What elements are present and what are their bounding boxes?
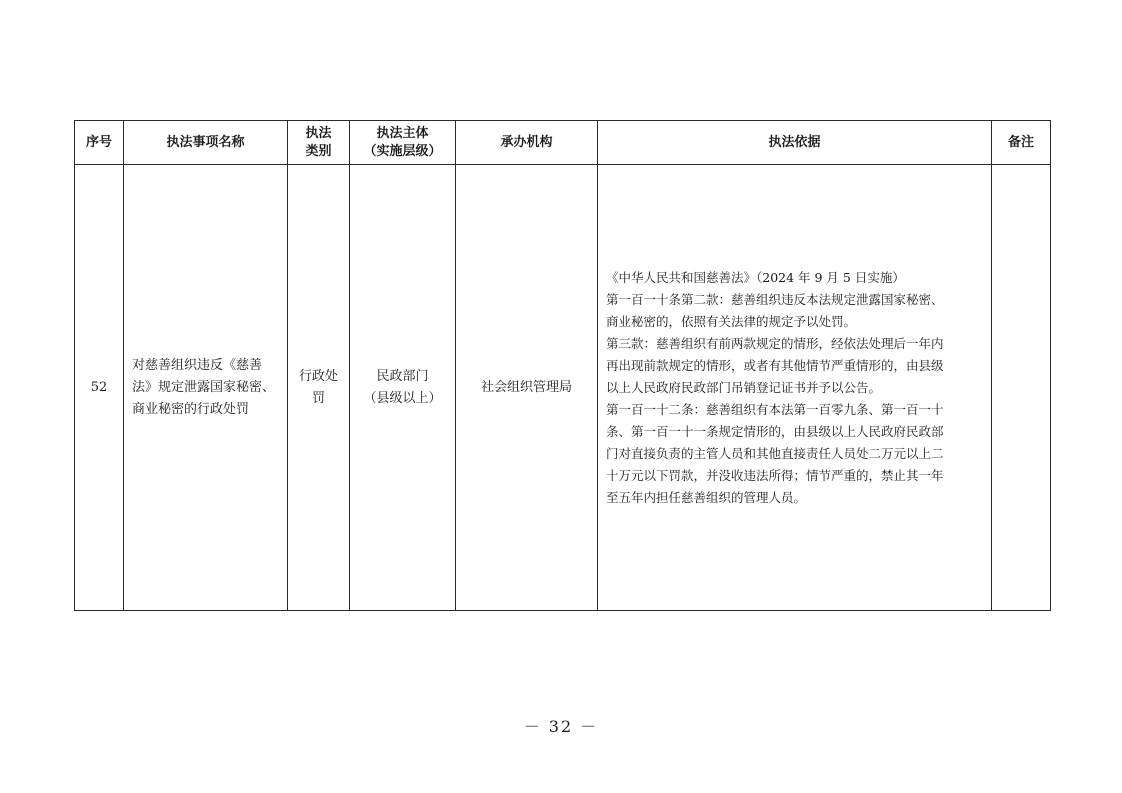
basis-line: 至五年内担任慈善组织的管理人员。 [606,489,807,505]
basis-line: 条、第一百一十一条规定情形的，由县级以上人民政府民政部 [606,423,944,439]
header-category-line2: 类别 [305,143,332,159]
header-seq: 序号 [75,121,124,165]
basis-line: 商业秘密的，依照有关法律的规定予以处罚。 [606,313,857,329]
cell-agency: 社会组织管理局 [456,165,598,611]
basis-line: 再出现前款规定的情形，或者有其他情节严重情形的，由县级 [606,357,944,373]
cell-seq: 52 [75,165,124,611]
header-agency: 承办机构 [456,121,598,165]
basis-line: 第一百一十二条：慈善组织有本法第一百零九条、第一百一十 [606,401,944,417]
basis-line: 十万元以下罚款，并没收违法所得；情节严重的，禁止其一年 [606,467,944,483]
cell-subject-line1: 民政部门 [376,368,429,384]
header-remarks: 备注 [992,121,1051,165]
basis-line: 以上人民政府民政部门吊销登记证书并予以公告。 [606,379,882,395]
cell-subject [350,165,456,611]
header-category [288,121,350,165]
cell-subject-line2: （县级以上） [363,390,442,406]
enforcement-items-table [74,120,1051,611]
basis-line: 门对直接负责的主管人员和其他直接责任人员处二万元以上二 [606,445,944,461]
header-subject-line2: （实施层级） [363,143,442,159]
header-basis: 执法依据 [598,121,992,165]
cell-category [288,165,350,611]
cell-item-name: 对慈善组织违反《慈善法》规定泄露国家秘密、商业秘密的行政处罚 [124,165,288,611]
header-item-name: 执法事项名称 [124,121,288,165]
cell-category-text: 行政处罚 [298,368,338,406]
header-subject [350,121,456,165]
table-row [75,165,1051,611]
basis-line: 第一百一十条第二款：慈善组织违反本法规定泄露国家秘密、 [606,291,944,307]
cell-legal-basis [598,165,992,611]
basis-line: 《中华人民共和国慈善法》（2024 年 9 月 5 日实施） [606,269,905,285]
header-category-line1: 执法 [305,125,332,141]
header-subject-line1: 执法主体 [376,125,429,141]
page-number: － 32 － [523,717,599,736]
cell-remarks [992,165,1051,611]
basis-line: 第三款：慈善组织有前两款规定的情形，经依法处理后一年内 [606,335,944,351]
table-header-row [75,121,1051,165]
